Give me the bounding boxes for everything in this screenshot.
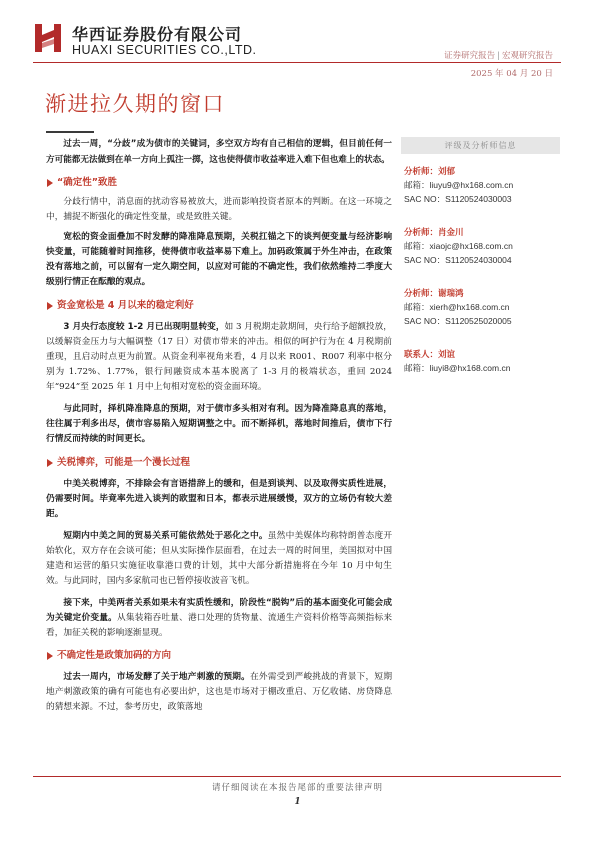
analyst-email: xierh@hx168.com.cn bbox=[429, 302, 510, 312]
section-heading-4: 不确定性是政策加码的方向 bbox=[46, 649, 392, 663]
report-type-b: 宏观研究报告 bbox=[501, 51, 553, 61]
section-1-para-1: 分歧行情中，消息面的扰动容易被放大，进而影响投资者原本的判断。在这一环境之中，捕捉不断强化的确定性变量，或是致胜关键。 bbox=[46, 197, 392, 222]
analyst-role: 分析师： bbox=[404, 167, 439, 177]
analyst-name: 肖金川 bbox=[438, 228, 464, 238]
analyst-card bbox=[401, 227, 560, 267]
intro-summary: 过去一周，“分歧”成为债市的关键词，多空双方均有自己相信的逻辑，但目前任何一方可能都无法做到在单一方向上孤注一掷，这也使得债市收益率进入难下但也难上的状态。 bbox=[46, 139, 392, 165]
analyst-role: 分析师： bbox=[404, 289, 439, 299]
analyst-sidebar bbox=[401, 137, 560, 376]
sidebar-heading: 评级及分析师信息 bbox=[401, 137, 560, 154]
section-3-para-1: 中美关税博弈，不排除会有言语措辞上的缓和，但是到谈判、以及取得实质性进展，仍需要时间。毕竟率先进入谈判的欧盟和日本，都表示进展缓慢，双方的立场仍有较大差距。 bbox=[46, 479, 392, 519]
company-name-en: HUAXI SECURITIES CO.,LTD. bbox=[72, 43, 257, 57]
legal-disclaimer: 请仔细阅读在本报告尾部的重要法律声明 bbox=[211, 783, 383, 793]
analyst-name: 谢瑞鸿 bbox=[438, 289, 464, 299]
huaxi-logo-icon bbox=[33, 22, 63, 54]
section-4-para-1: 过去一周内，市场发酵了关于地产刺激的预期。在外需受到严峻挑战的背景下，短期地产刺激政策的确有可能也有必要出炉，这也是市场对于棚改重启、万亿收储、房贷降息的猜想来源。不过，参考历史，政策落地 bbox=[46, 672, 393, 712]
section-3-para-2: 短期内中美之间的贸易关系可能依然处于恶化之中。虽然中美媒体均称特朗普态度开始软化，双方存在会谈可能；但从实际操作层面看，在过去一周的时间里，美国拟对中国建造和运营的船只实施征收靠港口费的计划，其中大部分新措施将在今年 10 月中旬生效。与此同时，国内多家航司也已暂停接收波音飞机。 bbox=[46, 531, 393, 586]
intro-accent-bar bbox=[46, 131, 94, 133]
footer-divider bbox=[33, 776, 561, 777]
email-label: 邮箱： bbox=[404, 181, 430, 191]
main-body bbox=[46, 131, 392, 715]
contact-card bbox=[401, 349, 560, 376]
section-2-para-1: 3 月央行态度较 1-2 月已出现明显转变，如 3 月税期走款期间，央行给予超额投放，以缓解资金压力与大幅调整（17 日）对债市带来的冲击。相似的呵护行为在 4 月税期前重现，且启动时点更为前置。从资金利率视角来看，4 月以来 R001、R007 利率中枢分别为 1.72%、1.77%，银行间融资成本基本脱离了 1-3 月的极端状态，重回 2024 年“924”至 2025 年 1 月中上旬相对宽松的资金面环境。 bbox=[46, 322, 392, 392]
analyst-role: 分析师： bbox=[404, 228, 439, 238]
section-3-para-3: 接下来，中美两者关系如果未有实质性缓和，阶段性“脱钩”后的基本面变化可能会成为关键定价变量。从集装箱吞吐量、港口处理的货物量、流通生产资料价格等高频指标来看，加征关税的影响逐渐显现。 bbox=[46, 598, 393, 638]
section-2-para-2: 与此同时，择机降准降息的预期，对于债市多头相对有利。因为降准降息真的落地，往往属于利多出尽，债市容易陷入短期调整之中。而不断择机，落地时间推后，债市下行行情反而持续的时间更长。 bbox=[46, 404, 392, 444]
analyst-sac-no: SAC NO：S1120524030004 bbox=[404, 255, 512, 265]
contact-role: 联系人： bbox=[404, 350, 439, 360]
analyst-card bbox=[401, 166, 560, 206]
email-label: 邮箱： bbox=[404, 303, 430, 313]
section-heading-1: “确定性”致胜 bbox=[46, 176, 392, 190]
report-date: 2025 年 04 月 20 日 bbox=[470, 69, 553, 79]
contact-name: 刘谊 bbox=[438, 350, 456, 360]
analyst-card bbox=[401, 288, 560, 328]
section-1-para-2: 宽松的资金面叠加不时发酵的降准降息预期，关税扛锚之下的谈判便变量与经济影响快变量，可能随着时间推移，使得债市收益率易下难上。加码政策属于外生冲击，在政策没有落地之前，可以留有一定久期空间，以应对可能的不确定性，我们依然维持二季度大级别行情正在酝酿的观点。 bbox=[46, 232, 392, 287]
header-divider bbox=[33, 62, 561, 63]
section-heading-2: 资金宽松是 4 月以来的稳定利好 bbox=[46, 299, 392, 313]
analyst-name: 刘郁 bbox=[438, 167, 456, 177]
page-number: 1 bbox=[294, 797, 301, 807]
company-name-cn: 华西证券股份有限公司 bbox=[72, 25, 243, 44]
email-label: 邮箱： bbox=[404, 242, 430, 252]
analyst-email: liuyu9@hx168.com.cn bbox=[429, 180, 514, 190]
email-label: 邮箱： bbox=[404, 364, 430, 374]
report-title: 渐进拉久期的窗口 bbox=[45, 92, 225, 116]
contact-email: liuyi8@hx168.com.cn bbox=[429, 363, 511, 373]
section-heading-3: 关税博弈，可能是一个漫长过程 bbox=[46, 456, 392, 470]
report-type-separator: | bbox=[497, 51, 500, 61]
analyst-sac-no: SAC NO：S1120525020005 bbox=[404, 316, 512, 326]
report-type bbox=[444, 49, 553, 61]
analyst-sac-no: SAC NO：S1120524030003 bbox=[404, 194, 512, 204]
report-type-a: 证券研究报告 bbox=[444, 51, 496, 61]
analyst-email: xiaojc@hx168.com.cn bbox=[429, 241, 513, 251]
